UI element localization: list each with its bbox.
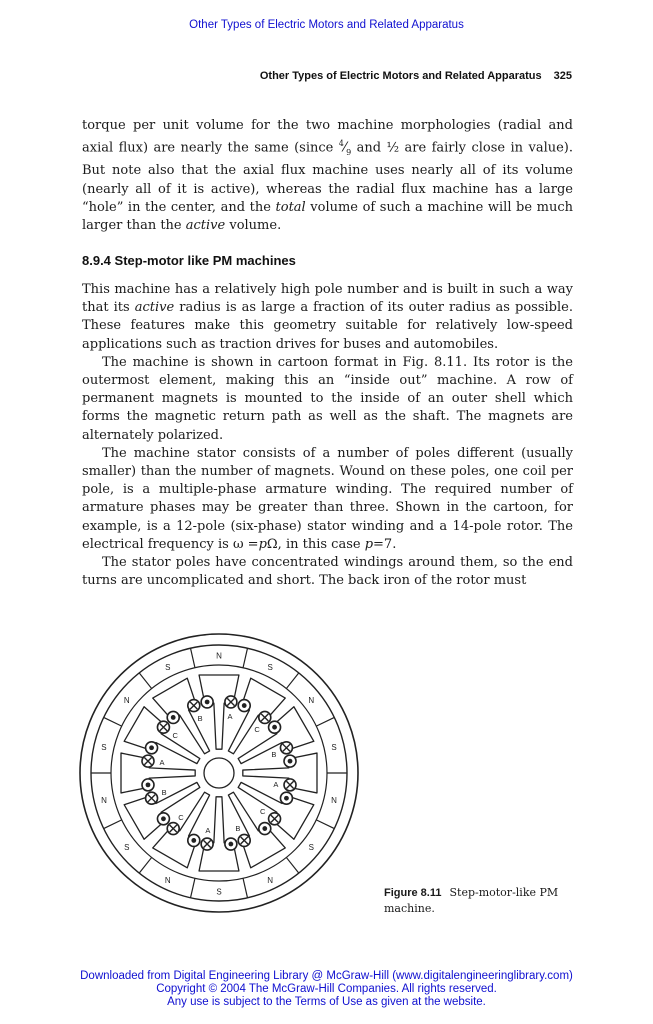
magnet-boundary bbox=[139, 857, 151, 873]
magnet-label: N bbox=[164, 875, 171, 885]
magnet-label: N bbox=[308, 695, 315, 705]
section-body bbox=[82, 281, 573, 590]
paragraph-1-text-a: torque per unit volume for the two machine morphologies (radial and axial flux) are nearly the same (since bbox=[82, 118, 573, 156]
magnet-label: S bbox=[101, 743, 107, 753]
magnet-boundary bbox=[104, 820, 122, 829]
paragraph-2-text-b: radius is as large a fraction of its outer radius as possible. These features make this geometry suitable for relatively low-speed applications such as traction drives for buses and automobiles. bbox=[82, 300, 573, 352]
paragraph-1-emphasis-total: total bbox=[275, 199, 306, 215]
figure-caption-text: Step-motor-like PM machine. bbox=[384, 886, 559, 915]
magnet-label: N bbox=[101, 795, 107, 805]
shaft-hole bbox=[204, 758, 234, 788]
motor-figure bbox=[78, 632, 360, 914]
paragraph-4-emphasis-p1: p bbox=[258, 536, 267, 552]
figure-caption bbox=[384, 885, 576, 916]
phase-label: B bbox=[271, 750, 277, 760]
paragraph-2-emphasis-active: active bbox=[134, 300, 175, 316]
magnet-label: N bbox=[216, 651, 222, 661]
top-banner: Other Types of Electric Motors and Related Apparatus bbox=[189, 19, 464, 31]
running-head bbox=[82, 70, 572, 82]
paragraph-1: torque per unit volume for the two machine morphologies (radial and axial flux) are nearly the same (since $^4⁄_9$ and ½ are fairly close in value). But note also that the axial flux machine uses nearly all of its volume (nearly all of it is active), whereas the radial flux machine has a large “hole” in the center, and the total volume of such a machine will be much larger than the active volume. bbox=[82, 118, 574, 233]
magnet-label: S bbox=[267, 663, 273, 673]
phase-label: B bbox=[197, 714, 203, 724]
conductor-out-dot bbox=[171, 715, 176, 720]
paragraph-1-text-b: and ½ are fairly close in value). But note also that the axial flux machine uses nearly all of its volume (nearly all of it is active), whereas the radial flux machine has a large “hole” in the center, and the bbox=[82, 140, 573, 215]
stator-pole bbox=[243, 753, 317, 793]
page-number: 325 bbox=[553, 70, 572, 82]
footer-copyright-line: Copyright © 2004 The McGraw-Hill Companies. All rights reserved. bbox=[156, 983, 497, 995]
phase-label: A bbox=[205, 825, 211, 835]
paragraph-3: The machine is shown in cartoon format in Fig. 8.11. Its rotor is the outermost element, making this an “inside out” machine. A row of permanent magnets is mounted to the inside of an outer shell which forms the magnetic return path as well as the shaft. The magnets are alternately polarized. bbox=[82, 354, 573, 443]
phase-label: C bbox=[172, 730, 178, 740]
magnet-label: S bbox=[165, 663, 171, 673]
conductor-out-dot bbox=[228, 842, 233, 847]
intro-paragraph-block bbox=[82, 117, 573, 235]
conductor-out-dot bbox=[272, 725, 277, 730]
conductor-out-dot bbox=[205, 700, 210, 705]
stator-pole bbox=[199, 675, 239, 749]
paragraph-5: The stator poles have concentrated windings around them, so the end turns are uncomplicated and short. The back iron of the rotor must bbox=[82, 555, 573, 589]
magnet-label: S bbox=[331, 743, 337, 753]
magnet-boundary bbox=[316, 717, 334, 726]
magnet-label: S bbox=[216, 887, 222, 897]
phase-label: C bbox=[254, 725, 260, 735]
stator-pole bbox=[121, 753, 195, 793]
magnet-boundary bbox=[243, 648, 247, 667]
phase-label: C bbox=[260, 807, 266, 817]
magnet-boundary bbox=[286, 857, 298, 873]
figure-label: Figure 8.11 bbox=[384, 887, 442, 899]
paragraph-4 bbox=[82, 445, 573, 554]
conductor-out-dot bbox=[161, 816, 166, 821]
footer bbox=[0, 970, 653, 1009]
conductor-out-dot bbox=[262, 826, 267, 831]
fraction-denominator: 9 bbox=[346, 148, 352, 158]
phase-label: A bbox=[159, 757, 165, 767]
magnet-label: S bbox=[124, 843, 130, 853]
magnet-boundary bbox=[104, 717, 122, 726]
paragraph-4-text-b: Ω, in this case bbox=[266, 536, 365, 552]
magnet-label: N bbox=[331, 795, 337, 805]
phase-label: B bbox=[235, 823, 241, 833]
magnet-boundary bbox=[316, 820, 334, 829]
magnet-boundary bbox=[286, 673, 298, 689]
motor-diagram bbox=[78, 632, 360, 914]
magnet-label: N bbox=[123, 695, 130, 705]
conductor-out-dot bbox=[191, 838, 196, 843]
conductor-out-dot bbox=[149, 745, 154, 750]
phase-label: A bbox=[227, 712, 233, 722]
section-heading: 8.9.4 Step-motor like PM machines bbox=[82, 253, 296, 268]
paragraph-1-text-d: volume. bbox=[225, 217, 282, 233]
running-head-title: Other Types of Electric Motors and Related Apparatus bbox=[259, 70, 542, 82]
conductor-out-dot bbox=[288, 759, 293, 764]
phase-label: B bbox=[161, 787, 167, 797]
paragraph-1-text-c: volume of such a machine will be much larger than the bbox=[82, 199, 574, 233]
phase-label: A bbox=[273, 780, 279, 790]
footer-terms-line[interactable]: Any use is subject to the Terms of Use as given at the website. bbox=[167, 996, 486, 1008]
magnet-label: N bbox=[267, 875, 274, 885]
paragraph-2 bbox=[82, 281, 573, 354]
footer-download-line[interactable]: Downloaded from Digital Engineering Library @ McGraw-Hill (www.digitalengineeringlibrary.com) bbox=[80, 970, 573, 982]
magnet-label: S bbox=[308, 843, 314, 853]
paragraph-4-emphasis-p2: p bbox=[364, 536, 374, 552]
magnet-boundary bbox=[191, 648, 195, 667]
conductor-out-dot bbox=[146, 782, 151, 787]
paragraph-4-text-c: =7. bbox=[373, 536, 397, 552]
magnet-boundary bbox=[139, 673, 151, 689]
paragraph-2-text-a: This machine has a relatively high pole number and is built in such a way that its bbox=[82, 282, 573, 316]
magnet-boundary bbox=[243, 878, 247, 897]
conductor-out-dot bbox=[242, 703, 247, 708]
paragraph-1-emphasis-active: active bbox=[185, 217, 226, 233]
phase-label: C bbox=[178, 812, 184, 822]
conductor-out-dot bbox=[284, 796, 289, 801]
paragraph-4-text-a: The machine stator consists of a number of poles different (usually smaller) than the number of magnets. Wound on these poles, one coil per pole, is a multiple-phase armature winding. The required number of armature phases may be greater than three. Shown in the cartoon, for example, is a 12-pole (six-phase) stator winding and a 14-pole rotor. The electrical frequency is ω = bbox=[82, 445, 573, 552]
magnet-boundary bbox=[191, 878, 195, 897]
fraction-numerator: 4 bbox=[338, 139, 344, 149]
